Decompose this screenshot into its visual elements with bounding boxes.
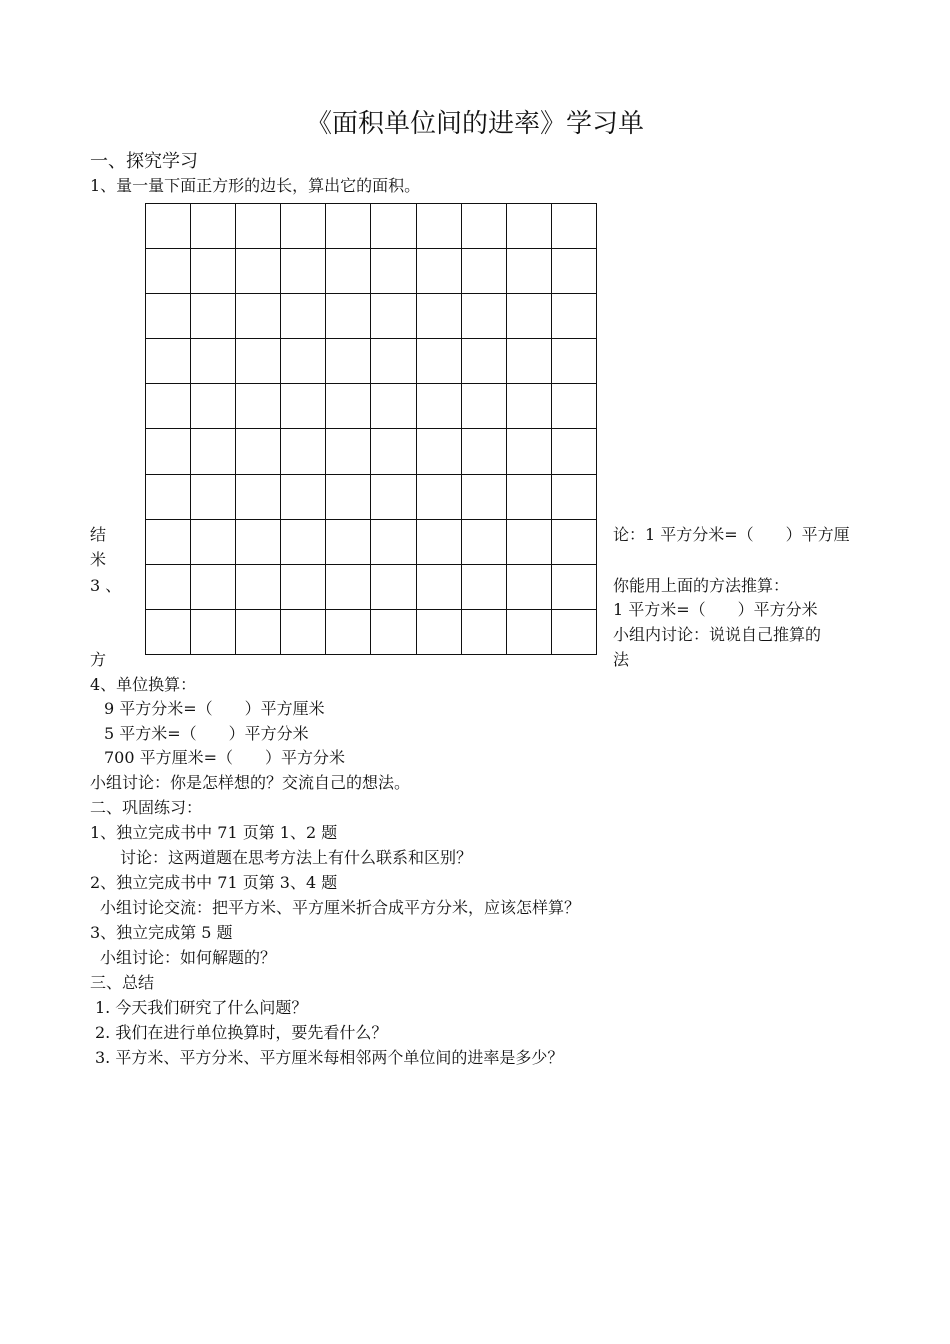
grid-cell — [326, 339, 371, 384]
grid-cell — [416, 339, 461, 384]
grid-cell — [281, 384, 326, 429]
conversion-item: 5 平方米=（ ）平方分米 — [104, 724, 309, 743]
grid-cell — [146, 339, 191, 384]
conversion-item: 9 平方分米=（ ）平方厘米 — [104, 699, 325, 718]
practice-note: 小组讨论交流：把平方米、平方厘米折合成平方分米，应该怎样算？ — [100, 898, 581, 917]
grid-cell — [461, 204, 506, 249]
grid-cell — [191, 339, 236, 384]
grid-cell — [236, 294, 281, 339]
conversion-item: 700 平方厘米=（ ）平方分米 — [104, 748, 346, 767]
grid-cell — [146, 294, 191, 339]
grid-cell — [551, 474, 596, 519]
page-title: 《面积单位间的进率》学习单 — [305, 109, 644, 139]
grid-cell — [506, 474, 551, 519]
grid-cell — [506, 249, 551, 294]
grid-cell — [281, 339, 326, 384]
grid-cell — [371, 609, 416, 654]
grid-cell — [371, 339, 416, 384]
grid-cell — [506, 339, 551, 384]
grid-cell — [551, 204, 596, 249]
grid-cell — [191, 474, 236, 519]
grid-cell — [551, 609, 596, 654]
grid-cell — [461, 609, 506, 654]
section-heading-explore: 一、探究学习 — [90, 151, 198, 172]
grid-cell — [281, 204, 326, 249]
grid-cell — [326, 564, 371, 609]
inference-result: 1 平方米=（ ）平方分米 — [613, 600, 818, 619]
grid-cell — [146, 519, 191, 564]
margin-fragment-3: 3 、 — [90, 576, 122, 595]
grid-cell — [416, 519, 461, 564]
practice-task: 2、独立完成书中 71 页第 3、4 题 — [90, 873, 338, 892]
grid-row — [146, 204, 597, 249]
grid-cell — [236, 384, 281, 429]
grid-cell — [236, 204, 281, 249]
grid-cell — [506, 384, 551, 429]
conclusion-text: 论：1 平方分米=（ ）平方厘 — [613, 525, 850, 544]
grid-cell — [416, 609, 461, 654]
grid-cell — [506, 564, 551, 609]
grid-cell — [551, 339, 596, 384]
grid-cell — [281, 519, 326, 564]
grid-cell — [191, 294, 236, 339]
grid-cell — [461, 429, 506, 474]
grid-cell — [461, 384, 506, 429]
grid-cell — [551, 384, 596, 429]
grid-cell — [146, 384, 191, 429]
grid-cell — [236, 474, 281, 519]
grid-row — [146, 249, 597, 294]
grid-row — [146, 429, 597, 474]
section-heading-summary: 三、总结 — [90, 973, 155, 992]
grid-cell — [281, 474, 326, 519]
grid-cell — [146, 564, 191, 609]
grid-cell — [371, 294, 416, 339]
grid-cell — [371, 564, 416, 609]
grid-row — [146, 519, 597, 564]
measurement-grid — [145, 203, 597, 655]
grid-cell — [191, 384, 236, 429]
grid-cell — [461, 564, 506, 609]
grid-cell — [236, 519, 281, 564]
grid-cell — [326, 384, 371, 429]
summary-question: 3. 平方米、平方分米、平方厘米每相邻两个单位间的进率是多少？ — [95, 1048, 564, 1067]
summary-question: 1. 今天我们研究了什么问题？ — [95, 998, 308, 1017]
margin-fragment-mi: 米 — [90, 550, 107, 569]
grid-cell — [461, 519, 506, 564]
margin-fragment-fang: 方 — [90, 650, 107, 669]
q4-discussion: 小组讨论：你是怎样想的？交流自己的想法。 — [90, 773, 411, 792]
grid-cell — [551, 429, 596, 474]
grid-row — [146, 384, 597, 429]
grid-cell — [551, 519, 596, 564]
grid-cell — [236, 339, 281, 384]
grid-cell — [236, 564, 281, 609]
grid-cell — [326, 249, 371, 294]
grid-cell — [236, 249, 281, 294]
margin-fragment-jie: 结 — [90, 525, 107, 544]
grid-cell — [191, 564, 236, 609]
practice-note: 小组讨论：如何解题的？ — [100, 948, 277, 967]
grid-cell — [506, 609, 551, 654]
grid-cell — [146, 204, 191, 249]
grid-cell — [191, 609, 236, 654]
grid-cell — [146, 249, 191, 294]
grid-cell — [281, 249, 326, 294]
grid-cell — [326, 609, 371, 654]
inference-prompt: 你能用上面的方法推算： — [613, 576, 790, 595]
grid-cell — [416, 474, 461, 519]
grid-cell — [371, 474, 416, 519]
grid-cell — [371, 519, 416, 564]
summary-question: 2. 我们在进行单位换算时，要先看什么？ — [95, 1023, 388, 1042]
grid-row — [146, 339, 597, 384]
grid-cell — [191, 249, 236, 294]
grid-cell — [281, 564, 326, 609]
grid-cell — [461, 339, 506, 384]
grid-cell — [416, 384, 461, 429]
section-heading-practice: 二、巩固练习： — [90, 798, 203, 817]
grid-row — [146, 609, 597, 654]
grid-cell — [191, 429, 236, 474]
grid-cell — [371, 429, 416, 474]
grid-cell — [416, 249, 461, 294]
grid-cell — [281, 429, 326, 474]
question-1-text: 1、量一量下面正方形的边长，算出它的面积。 — [90, 176, 421, 195]
grid-cell — [461, 294, 506, 339]
grid-cell — [146, 429, 191, 474]
grid-cell — [236, 609, 281, 654]
grid-cell — [326, 204, 371, 249]
grid-cell — [281, 609, 326, 654]
practice-task: 1、独立完成书中 71 页第 1、2 题 — [90, 823, 338, 842]
grid-cell — [416, 564, 461, 609]
grid-cell — [191, 204, 236, 249]
grid-row — [146, 294, 597, 339]
group-discussion-prompt: 小组内讨论：说说自己推算的 — [613, 625, 822, 644]
practice-note: 讨论：这两道题在思考方法上有什么联系和区别？ — [120, 848, 473, 867]
grid-cell — [416, 429, 461, 474]
grid-cell — [461, 474, 506, 519]
grid-cell — [236, 429, 281, 474]
grid-cell — [416, 204, 461, 249]
grid-cell — [326, 294, 371, 339]
grid-cell — [146, 609, 191, 654]
question-4-heading: 4、单位换算： — [90, 675, 197, 694]
grid-cell — [551, 564, 596, 609]
grid-cell — [371, 249, 416, 294]
grid-cell — [506, 429, 551, 474]
grid-cell — [551, 294, 596, 339]
grid-cell — [146, 474, 191, 519]
grid-row — [146, 564, 597, 609]
grid-cell — [281, 294, 326, 339]
grid-cell — [326, 519, 371, 564]
grid-cell — [371, 204, 416, 249]
grid-cell — [326, 429, 371, 474]
grid-cell — [461, 249, 506, 294]
grid-cell — [326, 474, 371, 519]
grid-cell — [371, 384, 416, 429]
grid-cell — [191, 519, 236, 564]
grid-row — [146, 474, 597, 519]
grid-cell — [506, 204, 551, 249]
grid-cell — [416, 294, 461, 339]
practice-task: 3、独立完成第 5 题 — [90, 923, 233, 942]
grid-cell — [551, 249, 596, 294]
grid-cell — [506, 519, 551, 564]
grid-cell — [506, 294, 551, 339]
group-discussion-end: 法 — [613, 650, 630, 669]
